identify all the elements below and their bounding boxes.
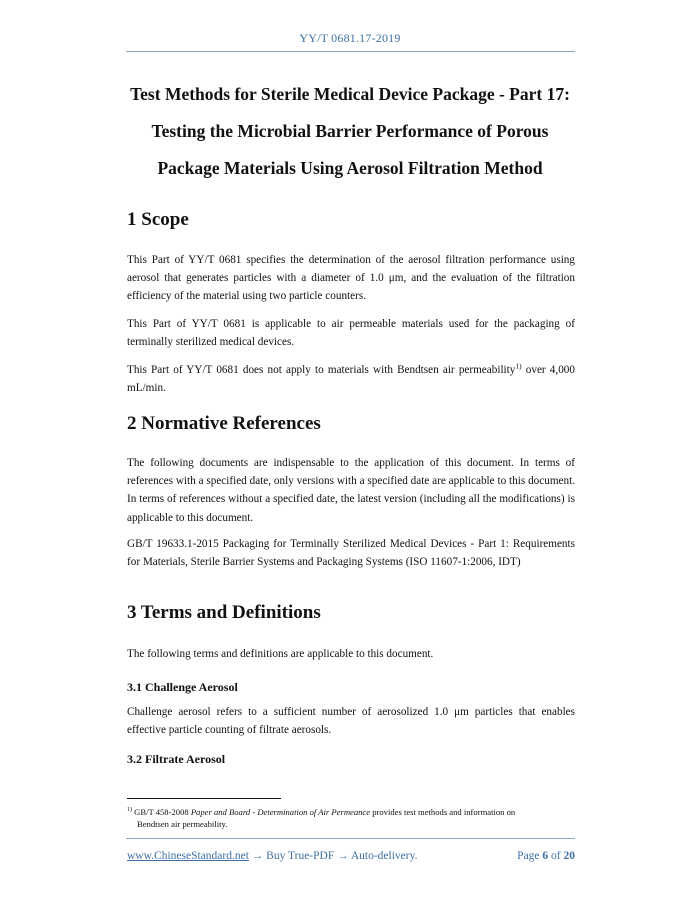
scope-paragraph-2: This Part of YY/T 0681 is applicable to air permeable materials used for the packaging of terminally sterilized medical devices. — [127, 318, 575, 349]
normative-paragraph-1: The following documents are indispensable to the application of this document. In terms of references with a specified date, only versions with a specified date are applicable to this document. In terms of references without a specified date, the latest version (including all the modifications) is applicable to this document. — [127, 457, 575, 524]
of-label: of — [551, 850, 561, 862]
site-link[interactable]: www.ChineseStandard.net — [127, 850, 249, 862]
heading-terms-definitions: 3 Terms and Definitions — [127, 602, 321, 623]
scope-p3-text-b: over 4,000 mL/min. — [127, 364, 575, 395]
footnote-line-1 — [127, 806, 577, 818]
footnote-reference-title: Paper and Board - Determination of Air Permeance — [190, 807, 371, 817]
running-header: YY/T 0681.17-2019 — [299, 31, 401, 45]
scope-paragraph-1: This Part of YY/T 0681 specifies the determination of the aerosol filtration performance using aerosol that generates particles with a diameter of 1.0 μm, and the evaluation of the filtration efficiency of the material using two particle counters. — [127, 254, 575, 303]
footnote-mark: 1) — [127, 807, 132, 814]
header-divider — [126, 51, 575, 52]
footnote-tail: provides test methods and information on — [370, 807, 516, 817]
page-total: 20 — [563, 850, 575, 862]
normative-paragraph-2: GB/T 19633.1-2015 Packaging for Terminally Sterilized Medical Devices - Part 1: Requirements for Materials, Sterile Barrier Systems and Packaging Systems (ISO 11607-1:2006, IDT) — [127, 538, 575, 569]
heading-scope: 1 Scope — [127, 209, 189, 230]
page-current: 6 — [542, 850, 549, 862]
document-title — [60, 76, 640, 187]
title-line-3: Package Materials Using Aerosol Filtration Method — [157, 158, 543, 178]
title-line-2: Testing the Microbial Barrier Performance of Porous — [151, 121, 549, 141]
page-footer — [127, 850, 575, 862]
terms-paragraph-1: The following terms and definitions are applicable to this document. — [127, 648, 434, 660]
footnote-ref[interactable]: 1) — [515, 361, 522, 371]
footnote-lead: GB/T 458-2008 — [132, 807, 191, 817]
challenge-aerosol-text: Challenge aerosol refers to a sufficient number of aerosolized 1.0 μm particles that enables effective particle counting of filtrate aerosols. — [127, 706, 575, 737]
page-indicator — [517, 850, 575, 862]
footnote — [127, 806, 577, 830]
footer-left — [127, 850, 417, 862]
scope-p3-text-a: This Part of YY/T 0681 does not apply to materials with Bendtsen air permeability — [127, 364, 516, 376]
scope-paragraph-3 — [127, 361, 575, 397]
footnote-divider — [127, 798, 281, 799]
footer-divider — [126, 838, 575, 839]
page-label: Page — [517, 850, 540, 862]
footnote-line-2: Bendtsen air permeability. — [137, 819, 228, 829]
heading-normative-references: 2 Normative References — [127, 413, 321, 434]
subheading-challenge-aerosol: 3.1 Challenge Aerosol — [127, 680, 238, 694]
title-line-1: Test Methods for Sterile Medical Device Package - Part 17: — [130, 84, 570, 104]
subheading-filtrate-aerosol: 3.2 Filtrate Aerosol — [127, 752, 226, 766]
footer-promo: → Buy True-PDF → Auto-delivery. — [248, 850, 418, 862]
